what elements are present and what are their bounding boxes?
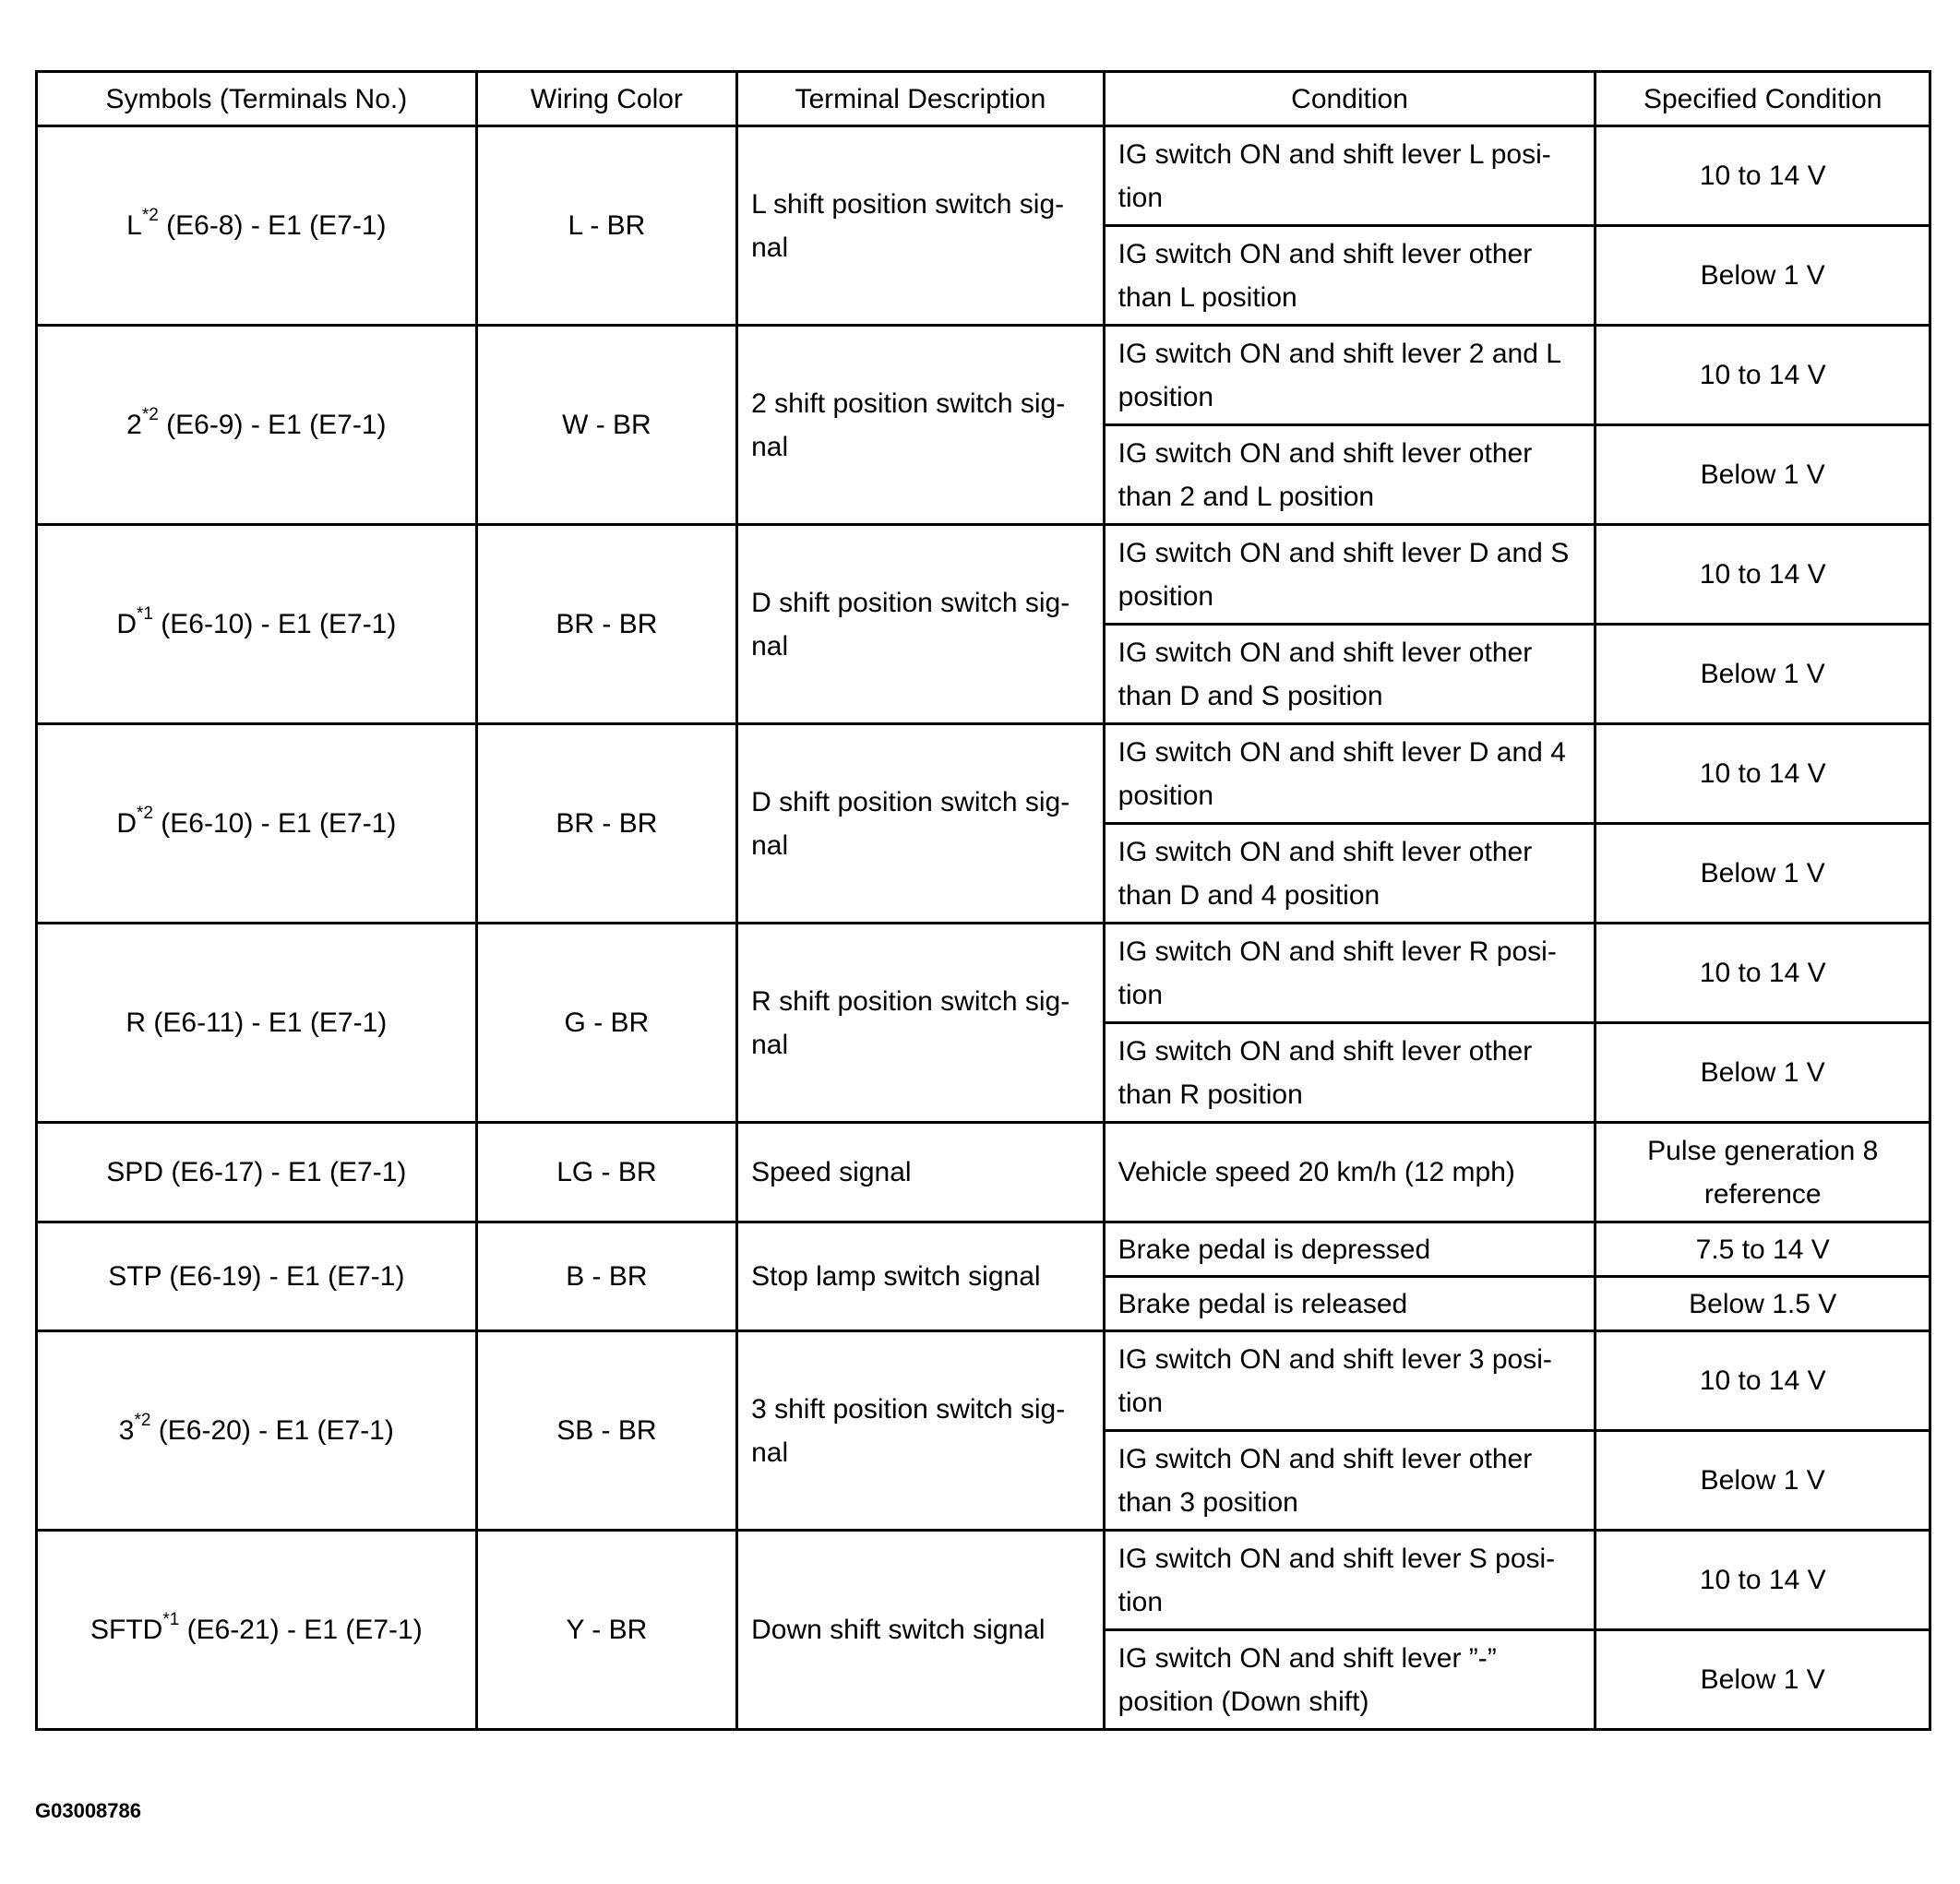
terminal-specification-table bbox=[35, 70, 1931, 1731]
header-specified-condition: Specified Condition bbox=[1595, 72, 1930, 126]
condition-cell: IG switch ON and shift lever L posi- tion bbox=[1104, 126, 1595, 226]
condition-cell: Brake pedal is depressed bbox=[1104, 1222, 1595, 1277]
wiring-color-cell: L - BR bbox=[476, 126, 736, 326]
header-wiring-color: Wiring Color bbox=[476, 72, 736, 126]
table-row bbox=[37, 1222, 1930, 1277]
specified-condition-cell: 10 to 14 V bbox=[1595, 326, 1930, 425]
specified-condition-cell: 10 to 14 V bbox=[1595, 525, 1930, 625]
condition-cell: IG switch ON and shift lever other than L position bbox=[1104, 226, 1595, 326]
table-row bbox=[37, 1123, 1930, 1222]
condition-cell: IG switch ON and shift lever other than 3 position bbox=[1104, 1431, 1595, 1531]
symbol-cell: 2$^{*2}$ (E6-9) - E1 (E7-1) bbox=[37, 326, 477, 525]
terminal-description-cell: D shift position switch sig- nal bbox=[737, 724, 1105, 924]
symbol-cell: SFTD$^{*1}$ (E6-21) - E1 (E7-1) bbox=[37, 1531, 477, 1730]
condition-cell: IG switch ON and shift lever S posi- tion bbox=[1104, 1531, 1595, 1630]
specified-condition-cell: 10 to 14 V bbox=[1595, 724, 1930, 824]
terminal-description-cell: D shift position switch sig- nal bbox=[737, 525, 1105, 724]
terminal-description-cell: L shift position switch sig- nal bbox=[737, 126, 1105, 326]
specified-condition-cell: Below 1 V bbox=[1595, 226, 1930, 326]
condition-cell: IG switch ON and shift lever other than 2 and L position bbox=[1104, 425, 1595, 525]
wiring-color-cell: W - BR bbox=[476, 326, 736, 525]
symbol-cell: SPD (E6-17) - E1 (E7-1) bbox=[37, 1123, 477, 1222]
specified-condition-cell: 10 to 14 V bbox=[1595, 924, 1930, 1023]
terminal-description-cell: 3 shift position switch sig- nal bbox=[737, 1331, 1105, 1531]
specified-condition-cell: Below 1.5 V bbox=[1595, 1277, 1930, 1331]
specified-condition-cell: Below 1 V bbox=[1595, 1431, 1930, 1531]
specified-condition-cell: 10 to 14 V bbox=[1595, 1331, 1930, 1431]
specified-condition-cell: 10 to 14 V bbox=[1595, 126, 1930, 226]
symbol-cell: $L^{*2}$ (E6-8) - E1 (E7-1) bbox=[37, 126, 477, 326]
figure-id: G03008786 bbox=[35, 1799, 141, 1822]
condition-cell: IG switch ON and shift lever R posi- tion bbox=[1104, 924, 1595, 1023]
table-row bbox=[37, 1331, 1930, 1431]
terminal-description-cell: R shift position switch sig- nal bbox=[737, 924, 1105, 1123]
wiring-color-cell: BR - BR bbox=[476, 724, 736, 924]
condition-cell: IG switch ON and shift lever ”-” position (Down shift) bbox=[1104, 1630, 1595, 1730]
condition-cell: IG switch ON and shift lever other than D and 4 position bbox=[1104, 824, 1595, 924]
condition-cell: IG switch ON and shift lever 3 posi- tion bbox=[1104, 1331, 1595, 1431]
wiring-color-cell: Y - BR bbox=[476, 1531, 736, 1730]
table-row bbox=[37, 724, 1930, 824]
condition-cell: Brake pedal is released bbox=[1104, 1277, 1595, 1331]
wiring-color-cell: B - BR bbox=[476, 1222, 736, 1331]
specified-condition-cell: Pulse generation 8 reference bbox=[1595, 1123, 1930, 1222]
symbol-cell: $D^{*1}$ (E6-10) - E1 (E7-1) bbox=[37, 525, 477, 724]
specified-condition-cell: Below 1 V bbox=[1595, 625, 1930, 724]
specified-condition-cell: 10 to 14 V bbox=[1595, 1531, 1930, 1630]
table-row bbox=[37, 1531, 1930, 1630]
symbol-cell: R (E6-11) - E1 (E7-1) bbox=[37, 924, 477, 1123]
condition-cell: IG switch ON and shift lever 2 and L position bbox=[1104, 326, 1595, 425]
wiring-color-cell: BR - BR bbox=[476, 525, 736, 724]
condition-cell: IG switch ON and shift lever other than R position bbox=[1104, 1023, 1595, 1123]
terminal-description-cell: 2 shift position switch sig- nal bbox=[737, 326, 1105, 525]
symbol-cell: 3$^{*2}$ (E6-20) - E1 (E7-1) bbox=[37, 1331, 477, 1531]
specified-condition-cell: Below 1 V bbox=[1595, 1023, 1930, 1123]
condition-cell: IG switch ON and shift lever other than D and S position bbox=[1104, 625, 1595, 724]
specified-condition-cell: Below 1 V bbox=[1595, 425, 1930, 525]
wiring-color-cell: LG - BR bbox=[476, 1123, 736, 1222]
table-row bbox=[37, 126, 1930, 226]
header-symbols: Symbols (Terminals No.) bbox=[37, 72, 477, 126]
symbol-cell: $D^{*2}$ (E6-10) - E1 (E7-1) bbox=[37, 724, 477, 924]
terminal-description-cell: Down shift switch signal bbox=[737, 1531, 1105, 1730]
header-row bbox=[37, 72, 1930, 126]
header-terminal-description: Terminal Description bbox=[737, 72, 1105, 126]
condition-cell: IG switch ON and shift lever D and S position bbox=[1104, 525, 1595, 625]
condition-cell: Vehicle speed 20 km/h (12 mph) bbox=[1104, 1123, 1595, 1222]
specified-condition-cell: 7.5 to 14 V bbox=[1595, 1222, 1930, 1277]
specified-condition-cell: Below 1 V bbox=[1595, 824, 1930, 924]
condition-cell: IG switch ON and shift lever D and 4 position bbox=[1104, 724, 1595, 824]
table-row bbox=[37, 525, 1930, 625]
wiring-color-cell: SB - BR bbox=[476, 1331, 736, 1531]
terminal-description-cell: Stop lamp switch signal bbox=[737, 1222, 1105, 1331]
wiring-color-cell: G - BR bbox=[476, 924, 736, 1123]
table-row bbox=[37, 326, 1930, 425]
terminal-description-cell: Speed signal bbox=[737, 1123, 1105, 1222]
table-row bbox=[37, 924, 1930, 1023]
specified-condition-cell: Below 1 V bbox=[1595, 1630, 1930, 1730]
header-condition: Condition bbox=[1104, 72, 1595, 126]
symbol-cell: STP (E6-19) - E1 (E7-1) bbox=[37, 1222, 477, 1331]
